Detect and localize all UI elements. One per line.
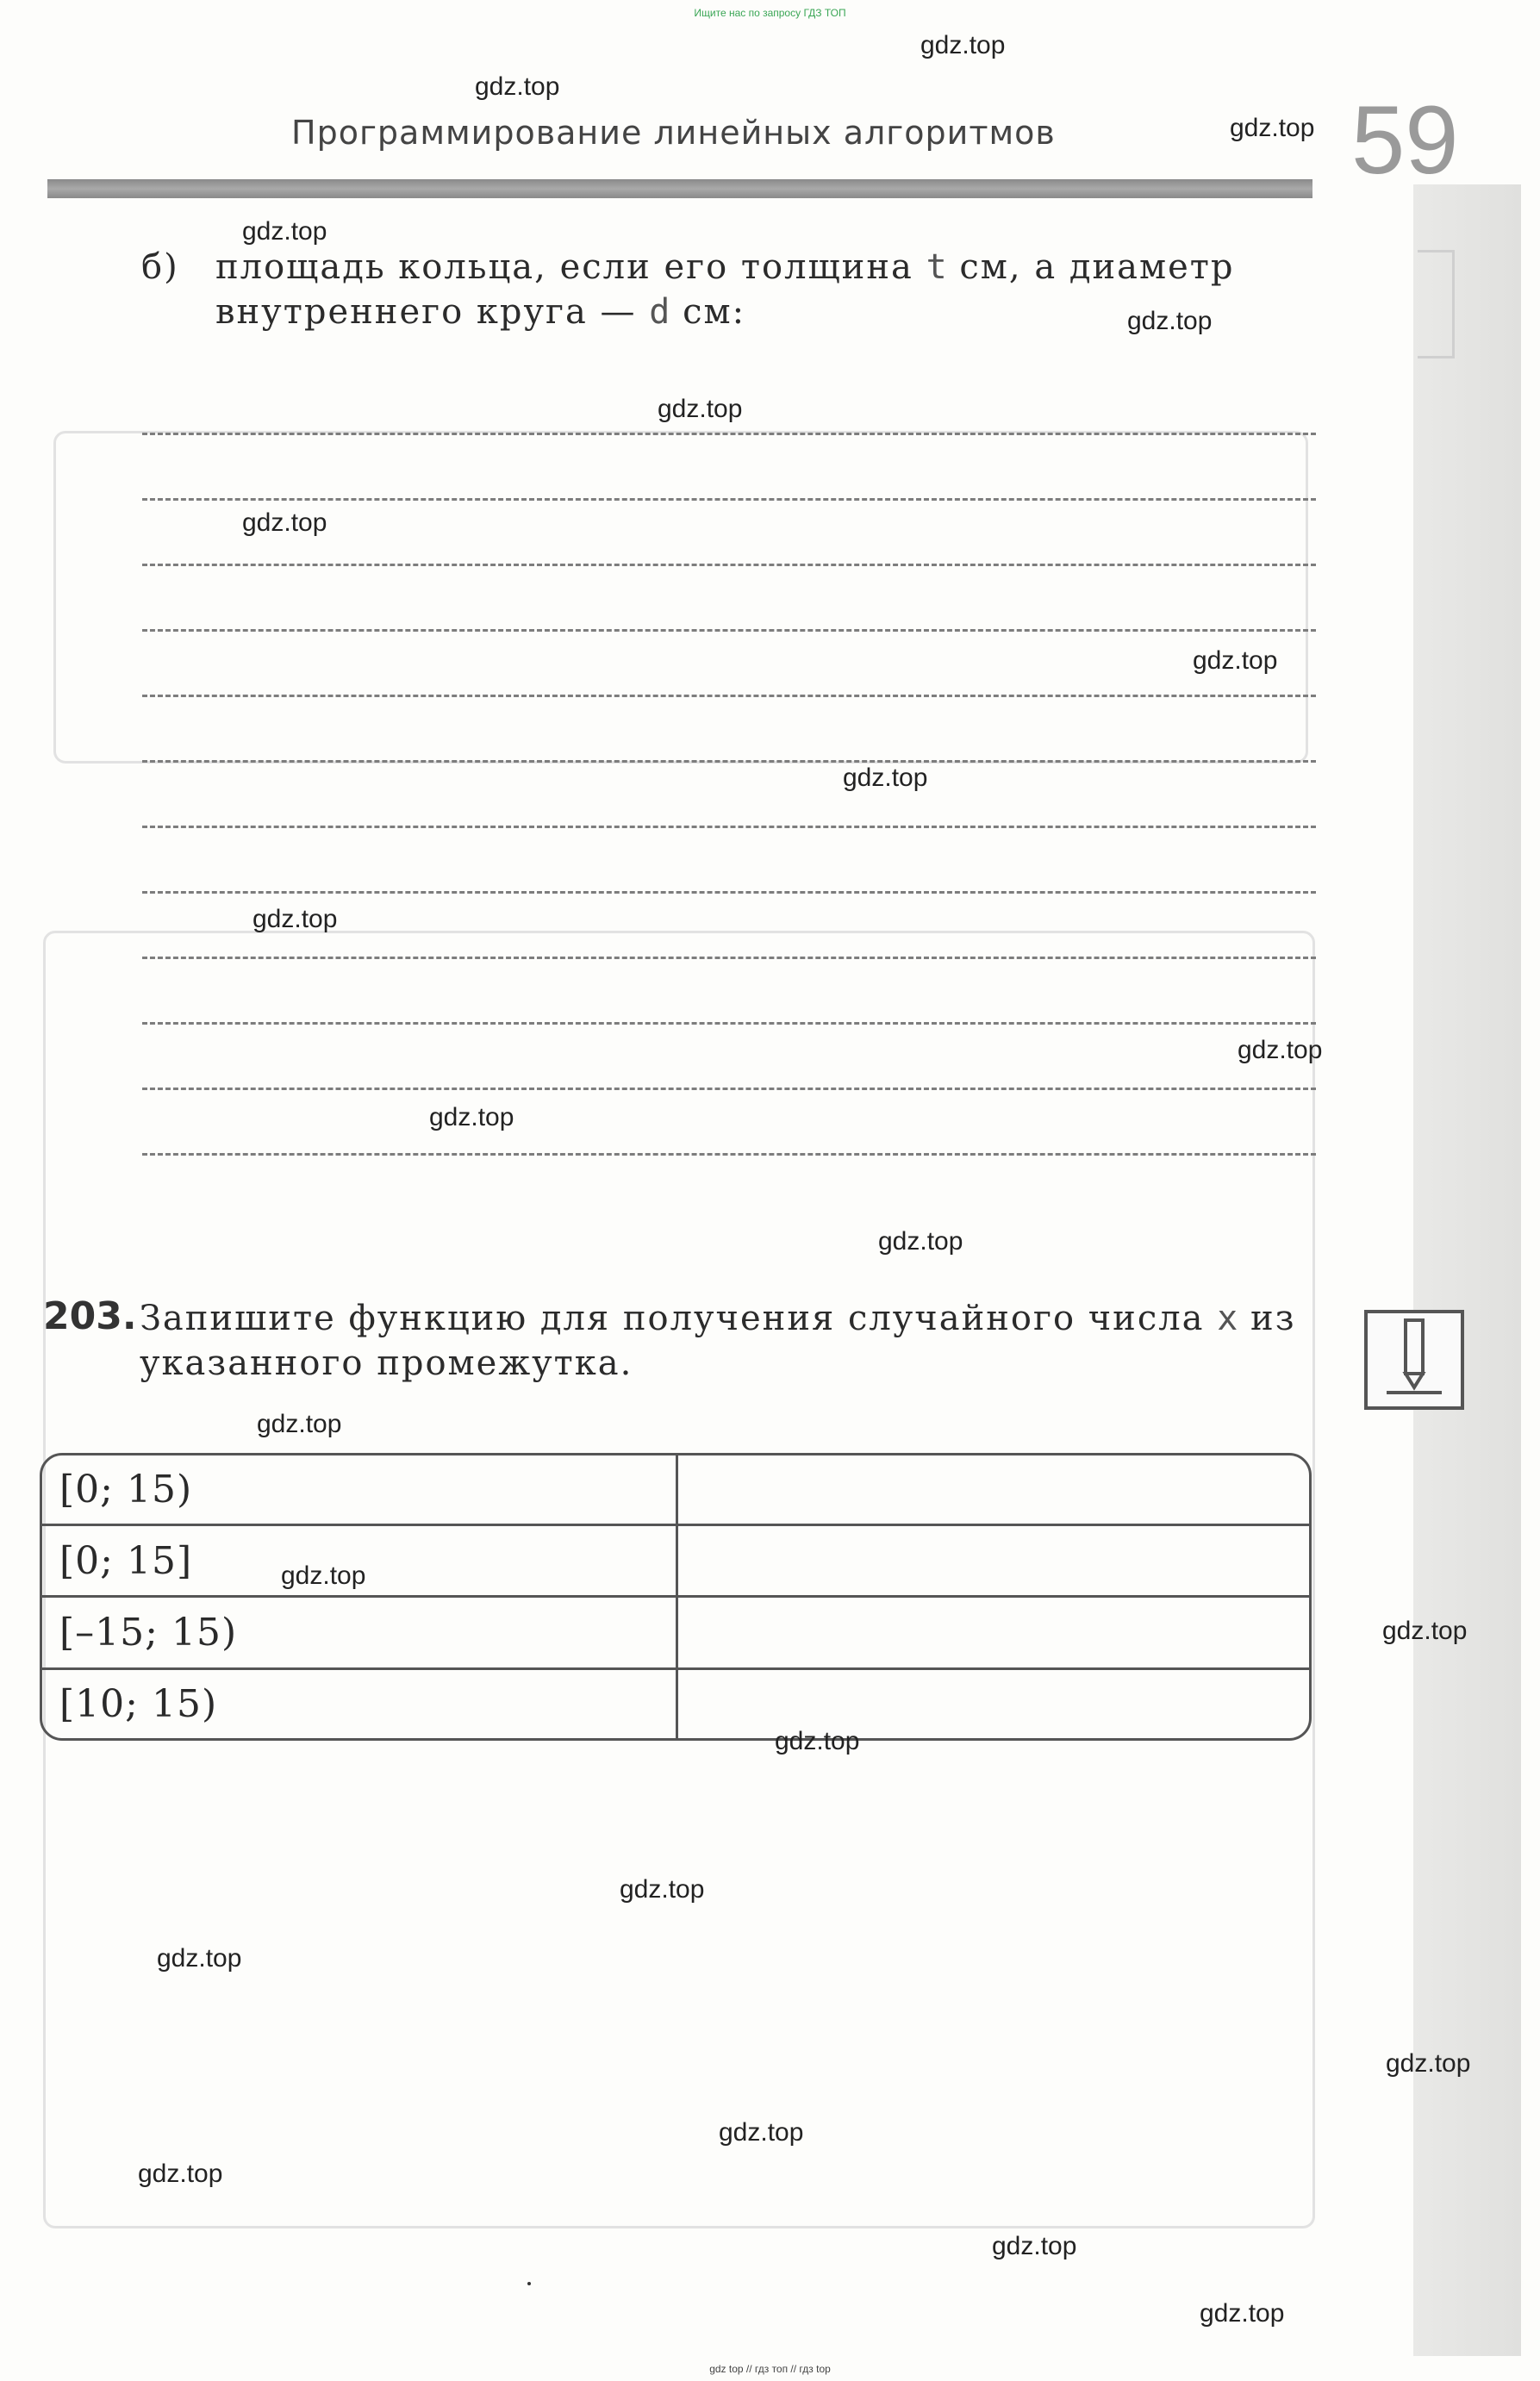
watermark: gdz.top [1230,114,1315,142]
table-row [42,1597,1309,1668]
watermark: gdz.top [992,2232,1077,2260]
answer-line[interactable] [142,826,1316,828]
answer-line[interactable] [142,629,1316,632]
watermark: gdz.top [620,1875,705,1904]
bottom-banner: gdz top // гдз топ // гдз top [709,2363,831,2375]
watermark: gdz.top [1193,646,1278,675]
watermark: gdz.top [843,764,928,792]
watermark: gdz.top [281,1561,366,1590]
answer-line[interactable] [142,1022,1316,1025]
pencil-icon [1364,1310,1464,1410]
answer-table [40,1453,1312,1741]
answer-line[interactable] [142,564,1316,566]
item-b-label: б) [141,247,179,287]
answer-line[interactable] [142,891,1316,894]
margin-marker [1418,250,1455,358]
watermark: gdz.top [242,508,327,537]
interval-cell: [0; 15] [42,1525,677,1597]
task-number: 203. [43,1294,137,1338]
watermark: gdz.top [658,395,743,423]
watermark: gdz.top [242,217,327,246]
watermark: gdz.top [1200,2299,1285,2328]
watermark: gdz.top [257,1410,342,1438]
task-203-question: Запишите функцию для получения случайного числа x из указанного промежутка. [140,1299,1296,1383]
variable-d: d [649,292,670,332]
table-row [42,1525,1309,1597]
watermark: gdz.top [775,1727,860,1755]
interval-cell: [10; 15) [42,1668,677,1738]
answer-line[interactable] [142,760,1316,763]
watermark: gdz.top [1382,1617,1468,1645]
watermark: gdz.top [157,1944,242,1973]
variable-x: x [1217,1299,1238,1338]
answer-cell[interactable] [677,1668,1310,1738]
watermark: gdz.top [1386,2049,1471,2078]
answer-line[interactable] [142,1088,1316,1090]
answer-line[interactable] [142,695,1316,697]
print-speck [527,2282,531,2285]
watermark: gdz.top [138,2160,223,2188]
table-row [42,1668,1309,1738]
ghost-table-outline [53,431,1308,764]
watermark: gdz.top [1127,307,1213,335]
page-margin-strip [1413,184,1521,2356]
watermark: gdz.top [253,905,338,933]
answer-line[interactable] [142,1153,1316,1156]
watermark: gdz.top [429,1103,514,1131]
interval-cell: [–15; 15) [42,1597,677,1668]
item-b-question: площадь кольца, если его толщина t см, а диаметр внутреннего круга — d см: [215,247,1235,332]
watermark: gdz.top [475,72,560,101]
table-row [42,1455,1309,1525]
watermark: gdz.top [1238,1036,1323,1064]
watermark: gdz.top [719,2118,804,2147]
answer-line[interactable] [142,433,1316,435]
answer-line[interactable] [142,957,1316,959]
answer-cell[interactable] [677,1597,1310,1668]
top-banner: Ищите нас по запросу ГДЗ ТОП [694,7,846,19]
watermark: gdz.top [878,1227,963,1256]
answer-line[interactable] [142,498,1316,501]
answer-cell[interactable] [677,1525,1310,1597]
running-title: Программирование линейных алгоритмов [291,114,1056,152]
watermark: gdz.top [920,31,1006,59]
interval-cell: [0; 15) [42,1455,677,1525]
page-number: 59 [1351,86,1459,194]
answer-cell[interactable] [677,1455,1310,1525]
variable-t: t [926,247,947,287]
header-rule [47,179,1312,198]
